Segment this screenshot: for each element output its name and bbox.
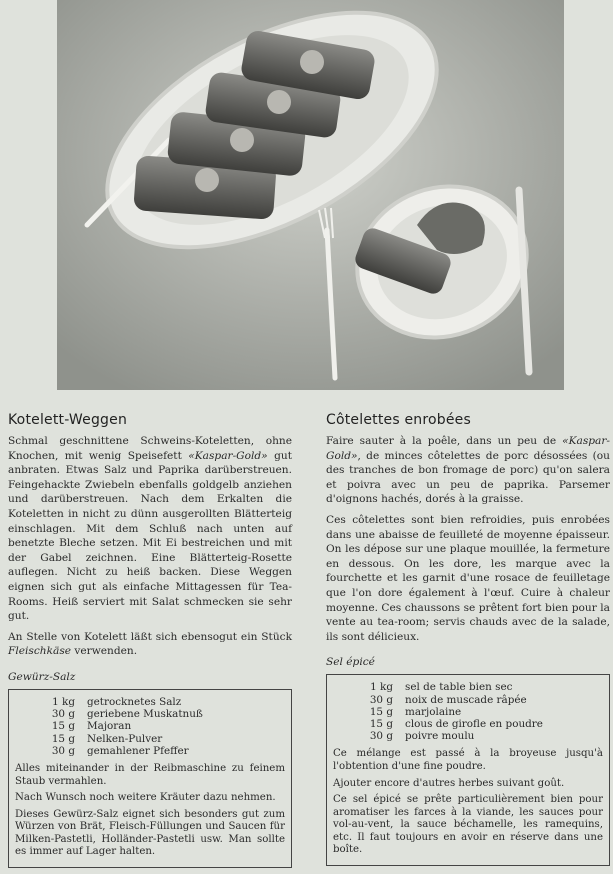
german-p2-text-2: verwenden. <box>71 645 138 658</box>
german-p1-text: Schmal geschnittene Schweins-Koteletten, ohne Knochen, mit wenig Speisefett <box>8 435 292 462</box>
ingredient-row <box>15 720 203 732</box>
ingredient-qty: 1 kg <box>370 681 393 694</box>
french-p1-text: Faire sauter à la poêle, dans un peu de <box>326 435 563 447</box>
german-title: Kotelett-Weggen <box>8 412 128 428</box>
ingredient-name: marjolaine <box>405 705 462 718</box>
ingredient-name: gemahlener Pfeffer <box>87 744 189 757</box>
french-box-paragraph-1: Ce mélange est passé à la broyeuse jusqu'à l'obtention d'une fine poudre. <box>333 748 603 772</box>
food-photo-illustration <box>57 0 564 390</box>
ingredient-row <box>333 706 543 718</box>
ingredient-qty: 15 g <box>369 705 393 718</box>
french-ingredients <box>333 681 543 742</box>
german-box-paragraph-2: Nach Wunsch noch weitere Kräuter dazu nehmen. <box>15 792 276 804</box>
german-spice-box <box>8 689 292 868</box>
ingredient-row <box>333 694 543 706</box>
ingredient-name: clous de girofle en poudre <box>405 717 543 730</box>
german-box-paragraph-1: Alles miteinander in der Reibmaschine zu feinem Staub vermahlen. <box>15 762 285 787</box>
ingredient-qty: 30 g <box>369 693 393 706</box>
ingredient-qty: 15 g <box>369 717 393 730</box>
french-subtitle: Sel épicé <box>326 656 375 669</box>
german-box-paragraph-3: Dieses Gewürz-Salz eignet sich besonders gut zum Würzen von Brät, Fleisch-Füllungen und Saucen für Milken-Pastetli, Holländer-Pastetli usw. Man sollte es immer auf Lager halten. <box>15 808 285 858</box>
ingredient-qty: 30 g <box>369 730 393 743</box>
german-subtitle: Gewürz-Salz <box>8 670 76 683</box>
ingredient-row <box>15 708 203 720</box>
german-paragraph-2 <box>8 630 292 659</box>
french-paragraph-2: Ces côtelettes sont bien refroidies, puis enrobées dans une abaisse de feuilleté de moyenne épaisseur. On les dépose sur une plaque mouillée, la fermeture en dessous. On les dore, les marque avec la fourchette et les garnit d'une rosace de feuilletage que l'on dore également à l'œuf. Cuire à chaleur moyenne. Ces chaussons se prêtent fort bien pour la vente au tea-room; servis chauds avec de la salade, ils sont délicieux. <box>326 513 610 643</box>
german-p2-text: An Stelle von Kotelett läßt sich ebensogut ein Stück <box>8 630 292 643</box>
ingredient-row <box>333 730 543 742</box>
french-paragraph-1 <box>326 434 610 507</box>
ingredient-row <box>15 745 203 757</box>
ingredient-qty: 1 kg <box>52 695 75 708</box>
ingredient-row <box>15 696 203 708</box>
ingredient-qty: 30 g <box>51 744 75 757</box>
french-brand: «Kaspar-Gold» <box>326 435 610 462</box>
german-ingredients <box>15 696 203 757</box>
food-photo <box>57 0 564 390</box>
ingredient-qty: 30 g <box>51 708 75 721</box>
ingredient-qty: 15 g <box>51 720 75 733</box>
ingredient-name: poivre moulu <box>405 730 475 743</box>
ingredient-qty: 15 g <box>51 732 75 745</box>
french-title: Côtelettes enrobées <box>326 412 471 428</box>
ingredient-name: getrocknetes Salz <box>87 695 182 708</box>
ingredient-name: Majoran <box>87 720 132 733</box>
ingredient-row <box>15 733 203 745</box>
ingredient-row <box>333 681 543 693</box>
ingredient-name: Nelken-Pulver <box>87 732 163 745</box>
french-spice-box <box>326 674 610 866</box>
german-paragraph-1 <box>8 434 292 624</box>
french-box-paragraph-2: Ajouter encore d'autres herbes suivant goût. <box>333 777 565 789</box>
ingredient-name: sel de table bien sec <box>405 681 513 694</box>
ingredient-name: geriebene Muskatnuß <box>87 708 203 721</box>
french-p1-text-2: , de minces côtelettes de porc désossées (ou des tranches de bon fromage de porc) qu'on salera et poivra avec un peu de paprika. Parsemer d'oignons hachés, dorés à la graisse. <box>326 449 610 506</box>
french-column <box>326 412 610 866</box>
german-p1-text-2: gut anbraten. Etwas Salz und Paprika darüberstreuen. Feingehackte Zwiebeln ebenfalls goldgelb anziehen und darüberstreuen. Nach dem Erkalten die Koteletten in nicht zu dünn ausgerollten Blätterteig einschlagen. Mit dem Schluß nach unten auf benetzte Bleche setzen. Mit Ei bestreichen und mit der Gabel zeichnen. Eine Blätterteig-Rosette auflegen. Nicht zu heiß backen. Diese Weggen eignen sich gut als einfache Mittagessen für Tea-Rooms. Heiß serviert mit Salat schmecken sie sehr gut. <box>8 449 292 623</box>
french-box-paragraph-3: Ce sel épicé se prête particulièrement bien pour aromatiser les farces à la viande, les sauces pour vol-au-vent, la sauce béchamelle, les ramequins, etc. Il faut toujours en avoir en réserve dans une boîte. <box>333 794 603 856</box>
ingredient-row <box>333 718 543 730</box>
german-column <box>8 412 292 868</box>
german-p2-italic: Fleischkäse <box>8 645 72 658</box>
german-brand: «Kaspar-Gold» <box>188 449 268 462</box>
ingredient-name: noix de muscade râpée <box>405 693 527 706</box>
